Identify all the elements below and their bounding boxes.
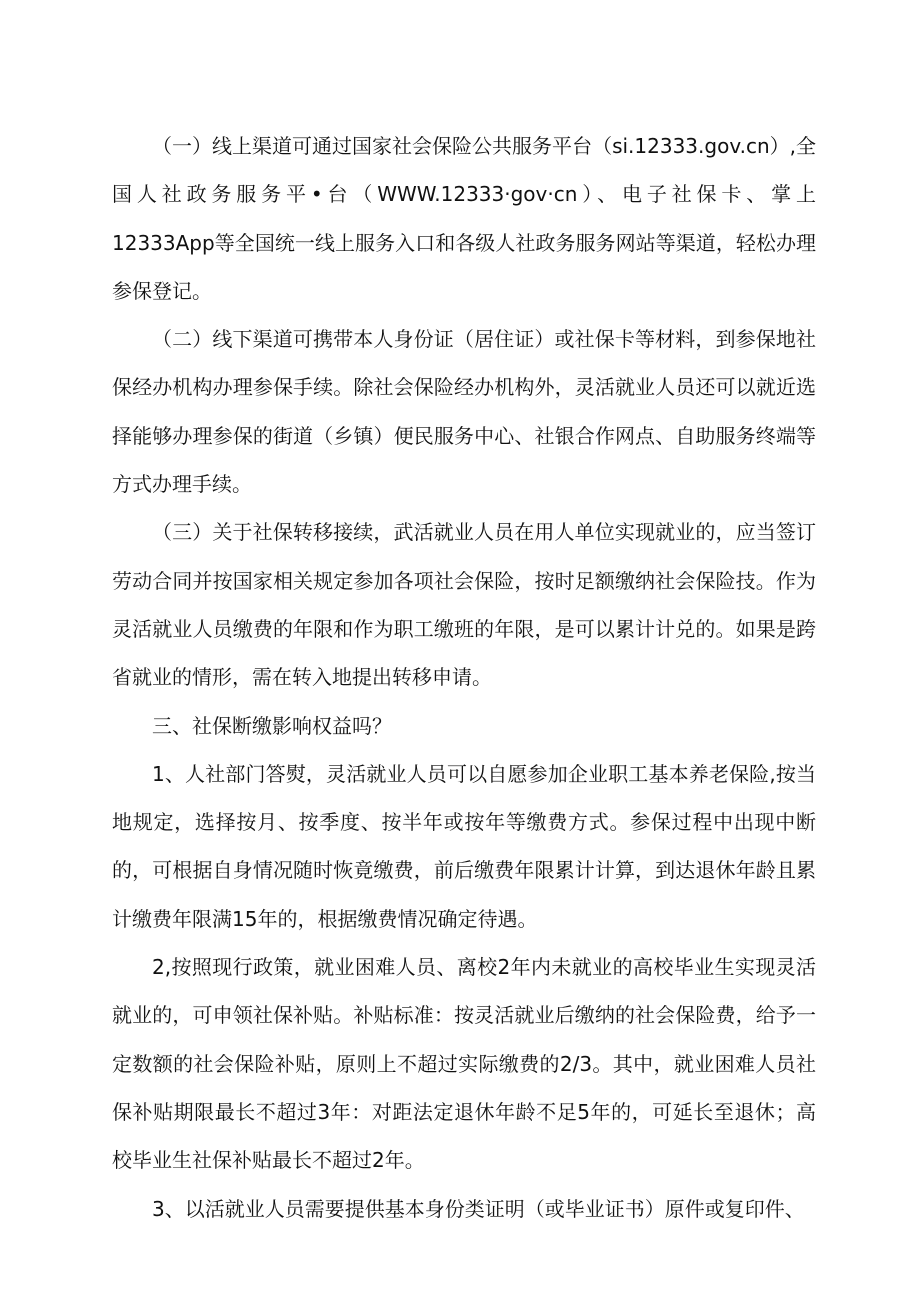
paragraph-item-2: 2,按照现行政策，就业困难人员、离校2年内未就业的高校毕业生实现灵活就业的，可申领社保补贴。补贴标准：按灵活就业后缴纳的社会保险费，给予一定数额的社会保险补贴，原则上不超过实际缴费的2/3。其中，就业困难人员社保补贴期限最长不超过3年：对距法定退休年龄不足5年的，可延长至退休；高校毕业生社保补贴最长不超过2年。 — [112, 955, 816, 1173]
paragraph-item-3: 3、以活就业人员需要提供基本身份类证明（或毕业证书）原件或复印件、 — [152, 1196, 805, 1221]
paragraph-item-1: 1、人社部门答熨，灵活就业人员可以自愿参加企业职工基本养老保险,按当地规定，选择按月、按季度、按半年或按年等缴费方式。参保过程中出现中断的，可根据自身情况随时恢竟缴费，前后缴费年限累计计算，到达退休年龄且累计缴费年限满15年的，根据缴费情况确定待遇。 — [112, 761, 816, 931]
section-heading: 三、社保断缴影响权益吗？ — [152, 713, 392, 738]
document-body — [112, 122, 816, 1233]
paragraph-transfer: （三）关于社保转移接续，武活就业人员在用人单位实现就业的，应当签订劳动合同并按国家相关规定参加各项社会保险，按时足额缴纳社会保险技。作为灵活就业人员缴费的年限和作为职工缴班的年限，是可以累计计兑的。如果是跨省就业的情形，需在转入地提出转移申请。 — [112, 520, 816, 690]
paragraph-online-channel: （一）线上渠道可通过国家社会保险公共服务平台（si.12333.gov.cn）,全国人社政务服务平•台（WWW.12333·gov·cn）、电子社保卡、掌上12333App等全国统一线上服务入口和各级人社政务服务网站等渠道，轻松办理参保登记。 — [112, 134, 816, 303]
paragraph-offline-channel: （二）线下渠道可携带本人身份证（居住证）或社保卡等材料，到参保地社保经办机构办理参保手续。除社会保险经办机构外，灵活就业人员还可以就近选择能够办理参保的街道（乡镇）便民服务中心、社银合作网点、自助服务终端等方式办理手续。 — [112, 327, 816, 497]
